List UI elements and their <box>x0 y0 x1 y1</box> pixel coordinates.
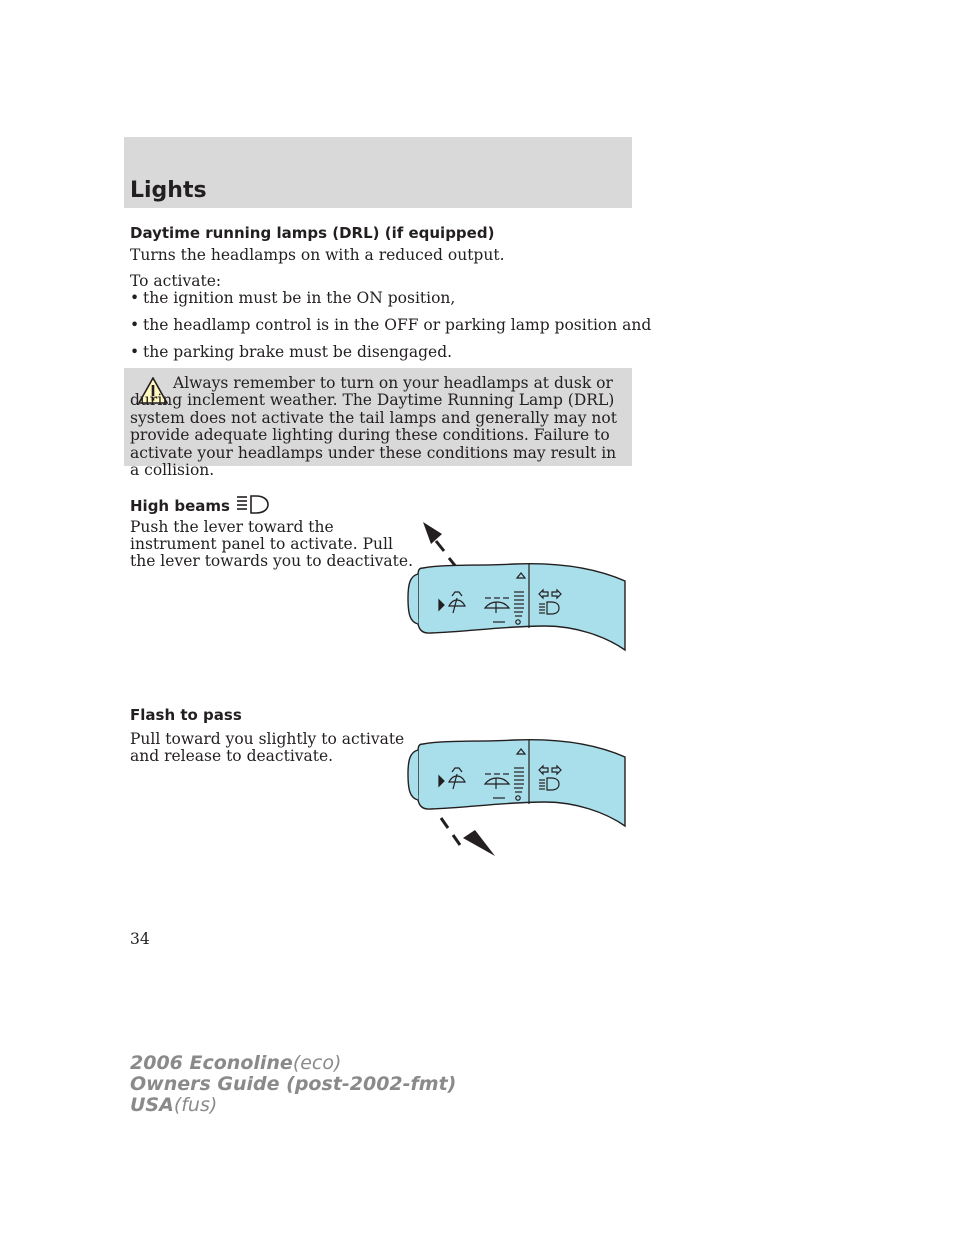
high-beams-instruction-3: the lever towards you to deactivate. <box>130 552 414 570</box>
drl-heading: Daytime running lamps (DRL) (if equipped) <box>130 224 495 242</box>
page-number: 34 <box>130 930 150 948</box>
bullet-icon: • <box>130 316 140 334</box>
list-item: • the parking brake must be disengaged. <box>130 343 453 361</box>
warning-text: Always remember to turn on your headlamps at dusk or during inclement weather. The Daytime Running Lamp (DRL) system does not activate the tail lamps and generally may not provide adequate lighting during these conditions. Failure to activate your headlamps under these conditions may result in a collision. <box>130 374 617 480</box>
list-item: • the ignition must be in the ON position, <box>130 289 456 307</box>
high-beam-lever-illustration <box>405 518 627 652</box>
flash-to-pass-instruction-1: Pull toward you slightly to activate <box>130 730 405 748</box>
drl-activate-label: To activate: <box>130 272 222 290</box>
flash-to-pass-lever-illustration <box>405 738 627 862</box>
footer-doc-id: 2006 Econoline(eco) Owners Guide (post-2002-fmt) USA(fus) <box>130 1052 457 1116</box>
list-item: • the headlamp control is in the OFF or parking lamp position and <box>130 316 652 334</box>
high-beam-icon <box>236 494 270 516</box>
high-beams-instruction-1: Push the lever toward the <box>130 518 334 536</box>
high-beams-heading: High beams <box>130 494 270 516</box>
flash-to-pass-instruction-2: and release to deactivate. <box>130 747 334 765</box>
flash-to-pass-heading: Flash to pass <box>130 706 242 724</box>
bullet-icon: • <box>130 289 140 307</box>
high-beams-instruction-2: instrument panel to activate. Pull <box>130 535 393 553</box>
pull-arrow-icon <box>441 818 495 856</box>
drl-description: Turns the headlamps on with a reduced output. <box>130 246 505 264</box>
section-title: Lights <box>130 178 207 203</box>
bullet-icon: • <box>130 343 140 361</box>
push-arrow-icon <box>423 522 457 568</box>
drl-conditions-list <box>130 290 651 371</box>
